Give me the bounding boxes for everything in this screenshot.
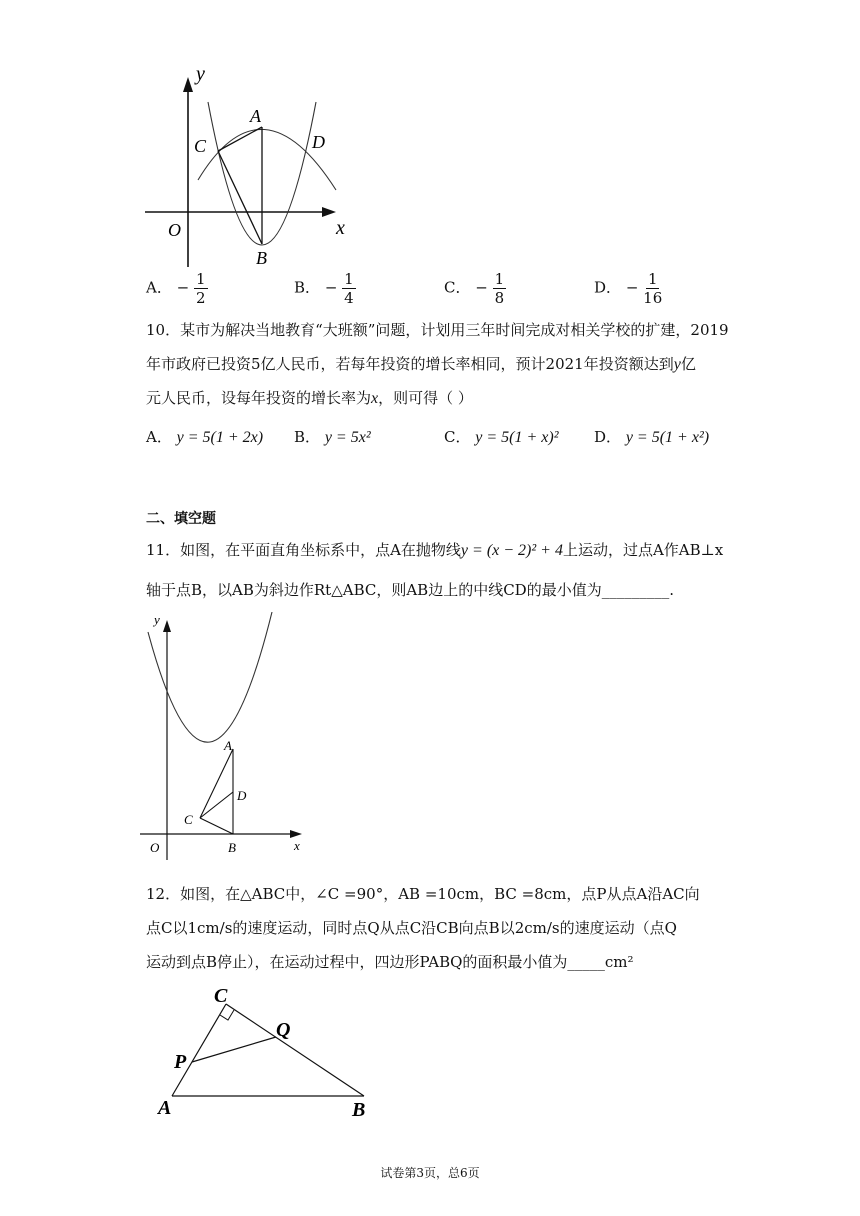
q10-option-a [146, 426, 263, 447]
option-letter: A． [146, 278, 172, 297]
q9-label-b: B [256, 248, 267, 268]
option-expression: y = 5(1 + 2x) [176, 429, 264, 446]
q9-option-d [594, 270, 662, 307]
q11-label-b: B [228, 840, 236, 855]
q11-figure [140, 612, 310, 860]
q10-line-2-end: 亿 [680, 355, 696, 373]
option-letter: A． [146, 428, 172, 446]
q12-label-b: B [352, 1099, 366, 1121]
denominator: 8 [494, 289, 505, 307]
q11-line-1 [146, 540, 723, 561]
option-letter: B． [294, 278, 321, 297]
q9-option-c [444, 270, 506, 307]
option-expression: y = 5(1 + x²) [625, 429, 710, 446]
option-expression: y = 5(1 + x)² [475, 429, 559, 446]
numerator: 1 [195, 270, 206, 288]
q9-label-x: x [336, 217, 345, 239]
denominator: 4 [344, 289, 354, 307]
q11-label-y: y [154, 612, 160, 627]
q12-label-q: Q [276, 1019, 291, 1041]
q12-line-1: 12．如图，在△ABC中，∠C =90°，AB =10cm，BC =8cm，点P从点A沿AC向 [146, 885, 700, 903]
option-letter: D． [594, 428, 622, 446]
q11-line-1-text: 11．如图，在平面直角坐标系中，点A在抛物线 [146, 541, 461, 559]
q10-line-3-text: 元人民币，设每年投资的增长率为 [146, 389, 372, 407]
section-heading: 二、填空题 [146, 511, 216, 527]
q11-line-2: 轴于点B，以AB为斜边作Rt△ABC，则AB边上的中线CD的最小值为_________. [146, 581, 674, 599]
q11-line-1-end: 上运动，过点A作AB⊥x [562, 541, 724, 559]
q10-line-1: 10．某市为解决当地教育“大班额”问题，计划用三年时间完成对相关学校的扩建，2019 [146, 321, 729, 339]
q10-line-2 [146, 354, 696, 375]
denominator: 16 [643, 289, 663, 307]
fraction [643, 270, 662, 307]
numerator: 1 [494, 270, 505, 288]
q11-label-d: D [237, 788, 247, 803]
q10-option-d [594, 426, 709, 447]
q12-label-c: C [214, 985, 228, 1007]
q9-label-d: D [312, 132, 325, 152]
denominator: 2 [195, 289, 206, 307]
q10-line-2-text: 年市政府已投资5亿人民币，若每年投资的增长率相同，预计2021年投资额达到 [146, 355, 674, 373]
q12-figure [150, 984, 380, 1124]
option-letter: C． [444, 278, 471, 297]
q10-variable-x: x [371, 390, 379, 407]
q9-label-y: y [196, 63, 205, 85]
q9-label-a: A [250, 106, 261, 126]
option-letter: C． [444, 428, 471, 446]
numerator: 1 [647, 270, 658, 288]
q10-line-3 [146, 388, 473, 409]
option-sign: − [324, 278, 338, 297]
q10-option-c [444, 426, 559, 447]
fraction [342, 270, 356, 307]
q12-line-2: 点C以1cm/s的速度运动，同时点Q从点C沿CB向点B以2cm/s的速度运动（点Q [146, 919, 677, 937]
page-footer: 试卷第3页，总6页 [380, 1166, 480, 1180]
q9-label-o: O [168, 220, 181, 240]
q11-label-x: x [294, 838, 300, 853]
option-expression: y = 5x² [324, 429, 371, 446]
q11-parabola-expression: y = (x − 2)² + 4 [460, 542, 563, 559]
q10-option-b [294, 426, 371, 447]
q9-option-b [294, 270, 356, 307]
option-letter: B． [294, 428, 321, 446]
q12-label-p: P [174, 1051, 187, 1073]
q12-line-3: 运动到点B停止），在运动过程中，四边形PABQ的面积最小值为_____cm² [146, 953, 634, 971]
q9-figure [140, 62, 360, 272]
q10-variable-y: y [673, 356, 681, 373]
option-sign: − [625, 278, 639, 297]
fraction [194, 270, 208, 307]
option-sign: − [176, 278, 190, 297]
fraction [493, 270, 507, 307]
q10-line-3-end: ，则可得（ ） [378, 389, 473, 407]
q9-label-c: C [194, 136, 207, 156]
q12-label-a: A [158, 1097, 172, 1119]
numerator: 1 [344, 270, 354, 288]
option-letter: D． [594, 278, 622, 297]
option-sign: − [475, 278, 488, 297]
q11-label-o: O [150, 840, 160, 855]
q9-option-a [146, 270, 208, 307]
q11-label-a: A [224, 738, 232, 753]
q11-label-c: C [184, 812, 193, 827]
